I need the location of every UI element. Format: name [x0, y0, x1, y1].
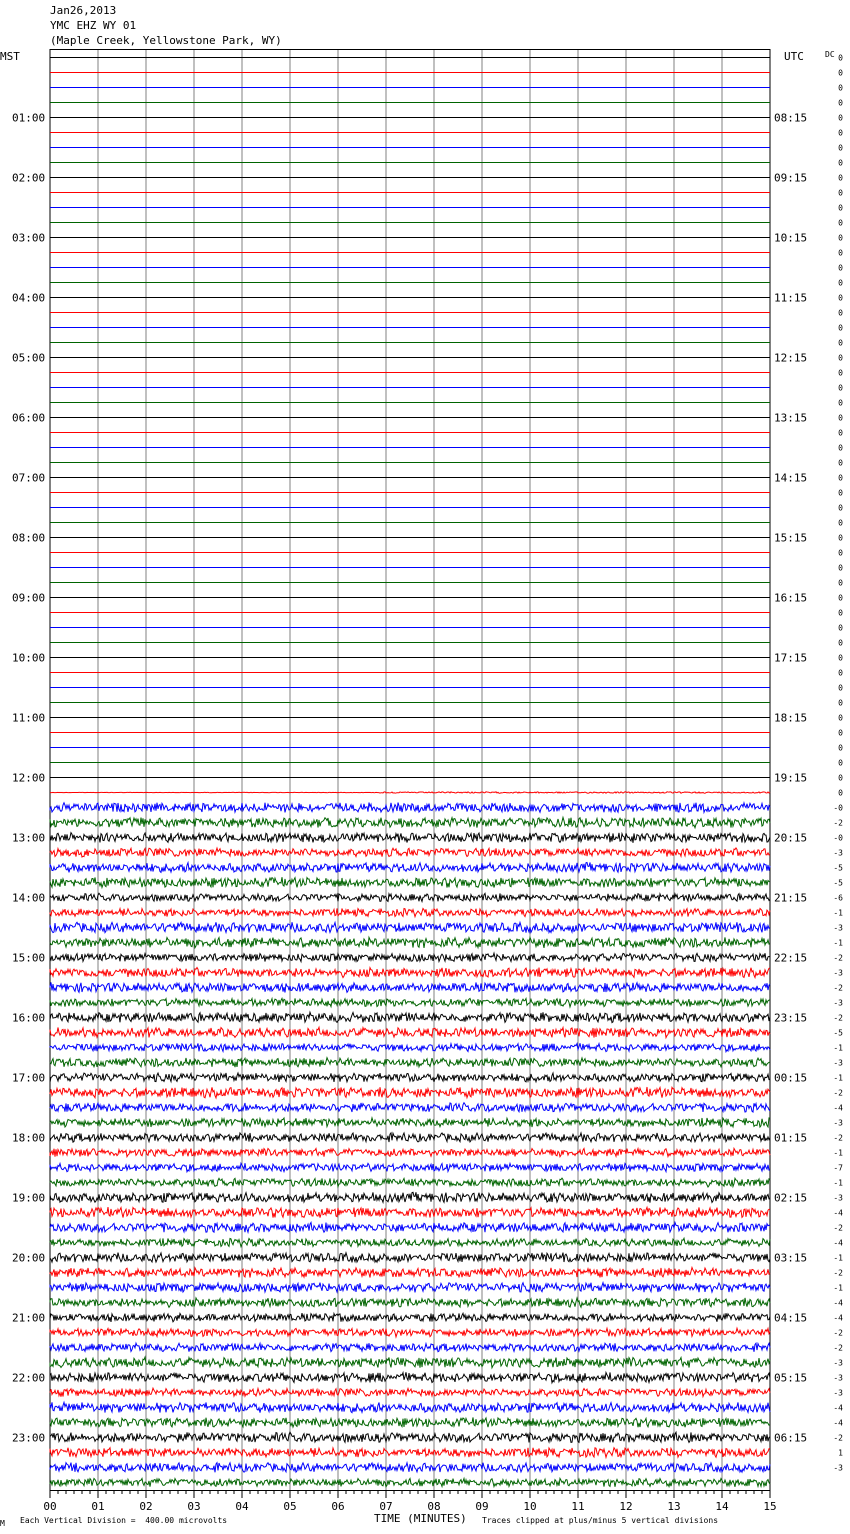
dc-offset-label: 0: [838, 383, 843, 393]
seismic-trace: [50, 893, 770, 901]
dc-offset-label: -5: [833, 863, 843, 873]
seismic-trace: [50, 833, 770, 843]
dc-offset-label: -3: [833, 1118, 843, 1128]
dc-offset-label: 0: [838, 698, 843, 708]
dc-offset-label: 0: [838, 68, 843, 78]
seismic-trace: [50, 1027, 770, 1037]
x-tick-label: 02: [139, 1500, 153, 1513]
dc-offset-label: -6: [833, 893, 843, 903]
dc-offset-label: -1: [833, 1253, 843, 1263]
dc-offset-label: -1: [833, 1043, 843, 1053]
utc-hour-label: 06:15: [774, 1431, 808, 1445]
dc-offset-label: 0: [838, 293, 843, 303]
utc-hour-label: 20:15: [774, 831, 808, 845]
seismic-trace: [50, 1133, 770, 1142]
dc-offset-label: -1: [833, 1073, 843, 1083]
seismic-trace: [50, 1207, 770, 1218]
dc-title: DC: [825, 50, 835, 59]
dc-offset-label: 0: [838, 548, 843, 558]
left-axis-title: MST: [0, 50, 20, 63]
seismic-trace: [50, 1298, 770, 1307]
dc-offset-label: -2: [833, 1013, 843, 1023]
utc-hour-label: 18:15: [774, 711, 808, 725]
dc-offset-label: -2: [833, 1343, 843, 1353]
mst-hour-label: 17:00: [12, 1071, 46, 1085]
mst-hour-label: 05:00: [12, 351, 46, 365]
dc-offset-label: 0: [838, 188, 843, 198]
x-tick-label: 06: [331, 1500, 345, 1513]
seismic-trace: [50, 817, 770, 827]
seismic-trace: [50, 937, 770, 948]
dc-offset-label: -2: [833, 1223, 843, 1233]
dc-offset-label: -3: [833, 998, 843, 1008]
x-tick-label: 08: [427, 1500, 441, 1513]
dc-offset-label: -2: [833, 953, 843, 963]
dc-offset-label: 0: [838, 83, 843, 93]
mst-hour-label: 23:00: [12, 1431, 46, 1445]
seismic-trace: [50, 1253, 770, 1263]
mst-hour-label: 04:00: [12, 291, 46, 305]
dc-offset-label: -3: [833, 923, 843, 933]
seismic-trace: [50, 1118, 770, 1127]
seismic-trace: [50, 1058, 770, 1068]
utc-hour-label: 08:15: [774, 111, 808, 125]
utc-hour-label: 03:15: [774, 1251, 808, 1265]
utc-hour-label: 12:15: [774, 351, 808, 365]
x-tick-label: 11: [571, 1500, 585, 1513]
dc-offset-label: -2: [833, 1133, 843, 1143]
seismic-trace: [50, 877, 770, 887]
dc-offset-label: -1: [833, 938, 843, 948]
dc-offset-label: 0: [838, 308, 843, 318]
dc-offset-label: -2: [833, 1328, 843, 1338]
utc-hour-label: 10:15: [774, 231, 808, 245]
dc-offset-label: 0: [838, 233, 843, 243]
mst-hour-label: 02:00: [12, 171, 46, 185]
dc-offset-label: 0: [838, 278, 843, 288]
utc-hour-label: 15:15: [774, 531, 808, 545]
clip-note: Traces clipped at plus/minus 5 vertical divisions: [482, 1516, 719, 1525]
dc-offset-label: -3: [833, 1373, 843, 1383]
dc-offset-label: 0: [838, 158, 843, 168]
dc-offset-label: 0: [838, 173, 843, 183]
dc-offset-label: 0: [838, 638, 843, 648]
mst-hour-label: 20:00: [12, 1251, 46, 1265]
dc-offset-label: 0: [838, 368, 843, 378]
dc-offset-label: 0: [838, 263, 843, 273]
seismic-trace: [50, 1192, 770, 1202]
dc-offset-label: -2: [833, 818, 843, 828]
dc-offset-label: 0: [838, 143, 843, 153]
dc-offset-label: -4: [833, 1103, 843, 1113]
dc-offset-label: -3: [833, 1193, 843, 1203]
mst-hour-label: 07:00: [12, 471, 46, 485]
dc-offset-label: -3: [833, 1358, 843, 1368]
utc-hour-label: 01:15: [774, 1131, 808, 1145]
dc-offset-label: -1: [833, 1148, 843, 1158]
dc-offset-label: 0: [838, 488, 843, 498]
utc-hour-label: 00:15: [774, 1071, 808, 1085]
seismic-trace: [50, 1388, 770, 1397]
utc-hour-label: 14:15: [774, 471, 808, 485]
dc-offset-label: -3: [833, 968, 843, 978]
dc-offset-label: 0: [838, 128, 843, 138]
seismic-trace: [50, 1448, 770, 1458]
mst-hour-label: 03:00: [12, 231, 46, 245]
dc-offset-label: -3: [833, 1058, 843, 1068]
mst-hour-label: 01:00: [12, 111, 46, 125]
x-tick-label: 03: [187, 1500, 201, 1513]
x-tick-label: 09: [475, 1500, 489, 1513]
mst-hour-label: 11:00: [12, 711, 46, 725]
seismic-trace: [50, 1223, 770, 1233]
dc-offset-label: 0: [838, 758, 843, 768]
x-tick-label: 12: [619, 1500, 633, 1513]
dc-offset-label: 0: [838, 578, 843, 588]
utc-hour-label: 09:15: [774, 171, 808, 185]
seismic-trace: [50, 1268, 770, 1278]
dc-offset-label: 0: [838, 593, 843, 603]
seismic-trace: [50, 922, 770, 933]
scale-note: Each Vertical Division = 400.00 microvolts: [20, 1516, 228, 1525]
seismic-trace: [50, 1283, 770, 1293]
dc-offset-label: 0: [838, 728, 843, 738]
dc-offset-label: -1: [833, 1283, 843, 1293]
station-header: YMC EHZ WY 01: [50, 19, 137, 32]
corner-mark: M: [0, 1519, 5, 1528]
dc-offset-label: -4: [833, 1313, 843, 1323]
dc-offset-label: -3: [833, 1388, 843, 1398]
dc-offset-label: 0: [838, 218, 843, 228]
dc-offset-label: 0: [838, 608, 843, 618]
seismic-trace: [50, 1163, 770, 1172]
x-tick-label: 15: [763, 1500, 777, 1513]
x-axis-title: TIME (MINUTES): [374, 1512, 467, 1525]
utc-hour-label: 17:15: [774, 651, 808, 665]
seismic-trace: [50, 1463, 770, 1473]
utc-hour-label: 11:15: [774, 291, 808, 305]
seismic-trace: [50, 1343, 770, 1352]
dc-offset-label: -0: [833, 833, 843, 843]
x-tick-label: 00: [43, 1500, 57, 1513]
dc-offset-label: 0: [838, 203, 843, 213]
seismic-trace: [50, 1478, 770, 1486]
x-tick-label: 10: [523, 1500, 537, 1513]
seismic-trace: [50, 1313, 770, 1322]
seismic-trace: [50, 1103, 770, 1112]
dc-offset-label: 0: [838, 503, 843, 513]
dc-offset-label: -0: [833, 803, 843, 813]
dc-offset-label: 0: [838, 248, 843, 258]
seismic-trace: [50, 982, 770, 992]
seismic-trace: [50, 803, 770, 813]
x-tick-label: 04: [235, 1500, 249, 1513]
date-header: Jan26,2013: [50, 4, 117, 17]
dc-offset-label: -3: [833, 848, 843, 858]
dc-offset-label: -4: [833, 1208, 843, 1218]
x-tick-label: 01: [91, 1500, 105, 1513]
dc-offset-label: -4: [833, 1238, 843, 1248]
dc-offset-label: 0: [838, 518, 843, 528]
seismic-trace: [50, 1357, 770, 1368]
dc-offset-label: 0: [838, 473, 843, 483]
mst-hour-label: 18:00: [12, 1131, 46, 1145]
dc-offset-label: -5: [833, 878, 843, 888]
seismic-trace: [50, 792, 770, 793]
seismic-trace: [50, 1043, 770, 1052]
utc-hour-label: 04:15: [774, 1311, 808, 1325]
seismic-trace: [50, 1087, 770, 1098]
seismic-trace: [50, 1178, 770, 1187]
seismic-trace: [50, 848, 770, 857]
mst-hour-label: 21:00: [12, 1311, 46, 1325]
dc-offset-label: 0: [838, 743, 843, 753]
mst-hour-label: 08:00: [12, 531, 46, 545]
mst-hour-label: 22:00: [12, 1371, 46, 1385]
utc-hour-label: 16:15: [774, 591, 808, 605]
seismic-trace: [50, 1238, 770, 1246]
seismic-trace: [50, 1432, 770, 1442]
utc-hour-label: 23:15: [774, 1011, 808, 1025]
mst-hour-label: 19:00: [12, 1191, 46, 1205]
dc-offset-label: -2: [833, 1268, 843, 1278]
seismic-trace: [50, 968, 770, 978]
dc-offset-label: 0: [838, 413, 843, 423]
dc-offset-label: 0: [838, 683, 843, 693]
mst-hour-label: 14:00: [12, 891, 46, 905]
dc-offset-label: 0: [838, 458, 843, 468]
mst-hour-label: 16:00: [12, 1011, 46, 1025]
dc-offset-label: 0: [838, 788, 843, 798]
seismic-trace: [50, 1012, 770, 1022]
dc-offset-label: 0: [838, 773, 843, 783]
utc-hour-label: 19:15: [774, 771, 808, 785]
dc-offset-label: 0: [838, 653, 843, 663]
dc-offset-label: -7: [833, 1163, 843, 1173]
dc-offset-label: 0: [838, 443, 843, 453]
seismic-trace: [50, 998, 770, 1007]
dc-offset-label: -5: [833, 1028, 843, 1038]
dc-offset-label: 0: [838, 668, 843, 678]
dc-offset-label: 0: [838, 623, 843, 633]
x-tick-label: 07: [379, 1500, 393, 1513]
dc-offset-label: 0: [838, 338, 843, 348]
utc-hour-label: 13:15: [774, 411, 808, 425]
x-tick-label: 13: [667, 1500, 681, 1513]
x-tick-label: 14: [715, 1500, 729, 1513]
dc-offset-label: -1: [833, 908, 843, 918]
dc-offset-label: 0: [838, 533, 843, 543]
dc-offset-label: -4: [833, 1418, 843, 1428]
dc-offset-label: 0: [838, 113, 843, 123]
dc-offset-label: -4: [833, 1298, 843, 1308]
seismic-trace: [50, 1418, 770, 1428]
utc-hour-label: 21:15: [774, 891, 808, 905]
x-tick-label: 05: [283, 1500, 297, 1513]
mst-hour-label: 10:00: [12, 651, 46, 665]
seismic-trace: [50, 1328, 770, 1337]
dc-offset-label: 0: [838, 563, 843, 573]
utc-hour-label: 22:15: [774, 951, 808, 965]
dc-offset-label: 0: [838, 353, 843, 363]
dc-offset-label: 0: [838, 713, 843, 723]
utc-hour-label: 05:15: [774, 1371, 808, 1385]
seismic-trace: [50, 1402, 770, 1412]
dc-offset-label: -2: [833, 1433, 843, 1443]
seismic-trace: [50, 1073, 770, 1082]
mst-hour-label: 13:00: [12, 831, 46, 845]
seismic-trace: [50, 863, 770, 873]
seismic-trace: [50, 1148, 770, 1156]
dc-offset-label: 0: [838, 98, 843, 108]
dc-offset-label: 0: [838, 53, 843, 63]
utc-hour-label: 02:15: [774, 1191, 808, 1205]
dc-offset-label: 1: [838, 1448, 843, 1458]
mst-hour-label: 15:00: [12, 951, 46, 965]
dc-offset-label: -4: [833, 1403, 843, 1413]
location-header: (Maple Creek, Yellowstone Park, WY): [50, 34, 282, 47]
dc-offset-label: -2: [833, 1088, 843, 1098]
dc-offset-label: -3: [833, 1463, 843, 1473]
mst-hour-label: 12:00: [12, 771, 46, 785]
mst-hour-label: 06:00: [12, 411, 46, 425]
dc-offset-label: 0: [838, 428, 843, 438]
dc-offset-label: -2: [833, 983, 843, 993]
mst-hour-label: 09:00: [12, 591, 46, 605]
seismic-trace: [50, 1372, 770, 1382]
seismic-trace: [50, 953, 770, 962]
seismic-trace: [50, 908, 770, 916]
dc-offset-label: -1: [833, 1178, 843, 1188]
dc-offset-label: 0: [838, 398, 843, 408]
dc-offset-label: 0: [838, 323, 843, 333]
right-axis-title: UTC: [784, 50, 804, 63]
